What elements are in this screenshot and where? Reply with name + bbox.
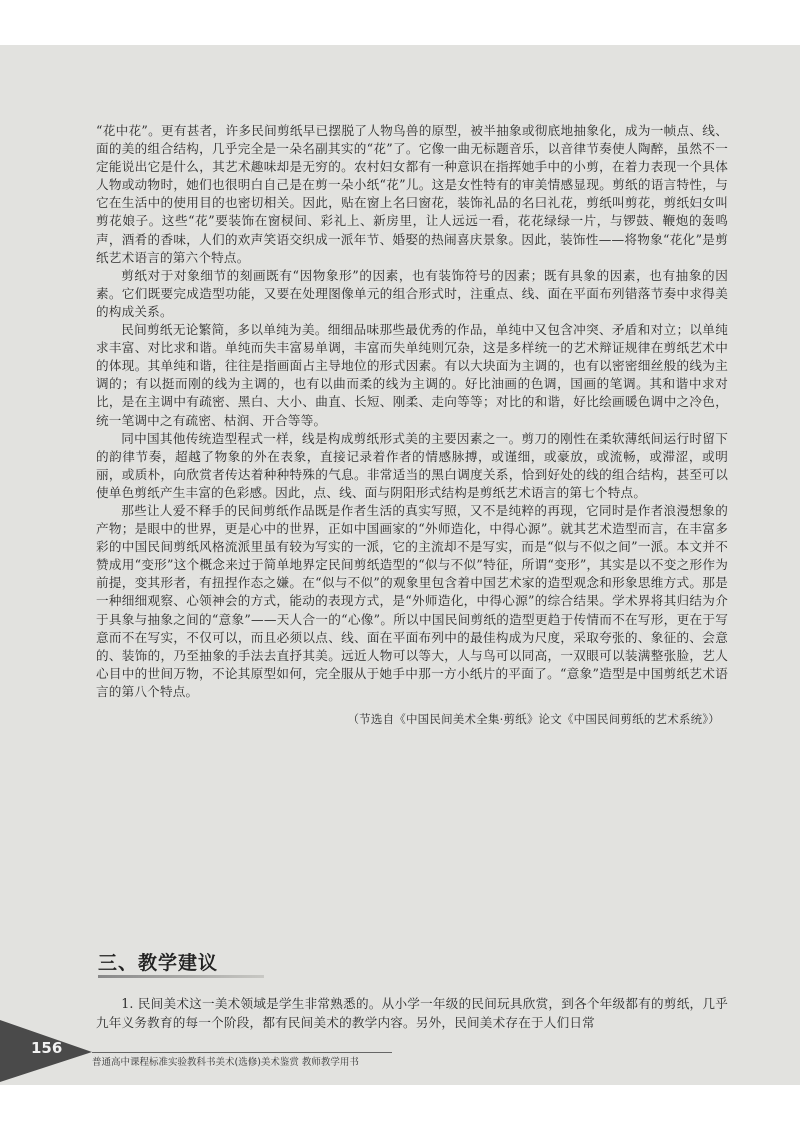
footer-text: 普通高中课程标准实验教科书美术(选修)美术鉴赏 教师教学用书 xyxy=(92,1057,359,1068)
heading-underline xyxy=(98,975,264,978)
page-number: 156 xyxy=(31,1039,63,1057)
paragraph-3: 民间剪纸无论繁简，多以单纯为美。细细品味那些最优秀的作品，单纯中又包含冲突、矛盾和对立；以单纯求丰富、对比求和谐。单纯而失丰富易单调，丰富而失单纯则冗杂，这是多样统一的艺术辩证规律在剪纸艺术中的体现。其单纯和谐，往往是指画面占主导地位的形式因素。有以大块面为主调的，也有以密密细丝般的线为主调的；有以挺而刚的线为主调的，也有以曲而柔的线为主调的。好比油画的色调，国画的笔调。其和谐中求对比，是在主调中有疏密、黑白、大小、曲直、长短、刚柔、走向等等；对比的和谐，好比绘画暖色调中之冷色，统一笔调中之有疏密、枯润、开合等等。 xyxy=(96,322,728,428)
body-text xyxy=(96,122,728,728)
section-heading: 三、教学建议 xyxy=(98,952,219,974)
paragraph-4: 同中国其他传统造型程式一样，线是构成剪纸形式美的主要因素之一。剪刀的刚性在柔软薄纸间运行时留下的韵律节奏，超越了物象的外在表象，直接记录着作者的情感脉搏，或谨细，或豪放，或流畅，或滞涩，或明丽，或质朴，向欣赏者传达着种种特殊的气息。非常适当的黑白调度关系，恰到好处的线的组合结构，甚至可以使单色剪纸产生丰富的色彩感。因此，点、线、面与阴阳形式结构是剪纸艺术语言的第七个特点。 xyxy=(96,430,728,500)
paragraph-1: “花中花”。更有甚者，许多民间剪纸早已摆脱了人物鸟兽的原型，被半抽象或彻底地抽象化，成为一帧点、线、面的美的组合结构，几乎完全是一朵名副其实的“花”了。它像一曲无标题音乐，以音律节奏使人陶醉，虽然不一定能说出它是什么，其艺术趣味却是无穷的。农村妇女都有一种意识在指挥她手中的小剪，在着力表现一个具体人物或动物时，她们也很明白自己是在剪一朵小纸“花”儿。这是女性特有的审美情感显现。剪纸的语言特性，与它在生活中的使用目的也密切相关。因此，贴在窗上名曰窗花，装饰礼品的名曰礼花，剪纸叫剪花，剪纸妇女叫剪花娘子。这些“花”要装饰在窗棂间、彩礼上、新房里，让人远远一看，花花绿绿一片，与锣鼓、鞭炮的轰鸣声，酒肴的香味，人们的欢声笑语交织成一派年节、婚娶的热闹喜庆景象。因此，装饰性——将物象“花化”是剪纸艺术语言的第六个特点。 xyxy=(96,123,728,265)
footer-rule xyxy=(92,1052,392,1053)
source-citation: （节选自《中国民间美术全集·剪纸》论文《中国民间剪纸的艺术系统》） xyxy=(347,712,720,726)
paragraph-2: 剪纸对于对象细节的刻画既有“因物象形”的因素，也有装饰符号的因素；既有具象的因素，也有抽象的因素。它们既要完成造型功能，又要在处理图像单元的组合形式时，注重点、线、面在平面布列错落节奏中求得美的构成关系。 xyxy=(96,267,728,319)
closing-paragraph: 1. 民间美术这一美术领域是学生非常熟悉的。从小学一年级的民间玩具欣赏，到各个年级都有的剪纸，几乎九年义务教育的每一个阶段，都有民间美术的教学内容。另外，民间美术存在于人们日常 xyxy=(96,996,728,1030)
paragraph-5: 那些让人爱不释手的民间剪纸作品既是作者生活的真实写照，又不是纯粹的再现，它同时是作者浪漫想象的产物；是眼中的世界，更是心中的世界，正如中国画家的“外师造化，中得心源”。就其艺术造型而言，在丰富多彩的中国民间剪纸风格流派里虽有较为写实的一派，它的主流却不是写实，而是“似与不似之间”一派。本文并不赞成用“变形”这个概念来过于简单地界定民间剪纸造型的“似与不似”特征，所谓“变形”，其实是以不变之形作为前提，变其形者，有扭捏作态之嫌。在“似与不似”的观象里包含着中国艺术家的造型观念和形象思维方式。那是一种细细观察、心领神会的方式，能动的表现方式，是“外师造化，中得心源”的综合结果。学术界将其归结为介于具象与抽象之间的“意象”——天人合一的“心像”。所以中国民间剪纸的造型更趋于传情而不在写形，更在于写意而不在写实，不仅可以，而且必须以点、线、面在平面布列中的最佳构成为尺度，采取夸张的、象征的、会意的、装饰的，乃至抽象的手法去直抒其美。远近人物可以等大，人与鸟可以同高，一双眼可以装满整张脸，艺人心目中的世间万物，不论其原型如何，完全服从于她手中那一方小纸片的平面了。“意象”造型是中国剪纸艺术语言的第八个特点。 xyxy=(96,502,728,699)
